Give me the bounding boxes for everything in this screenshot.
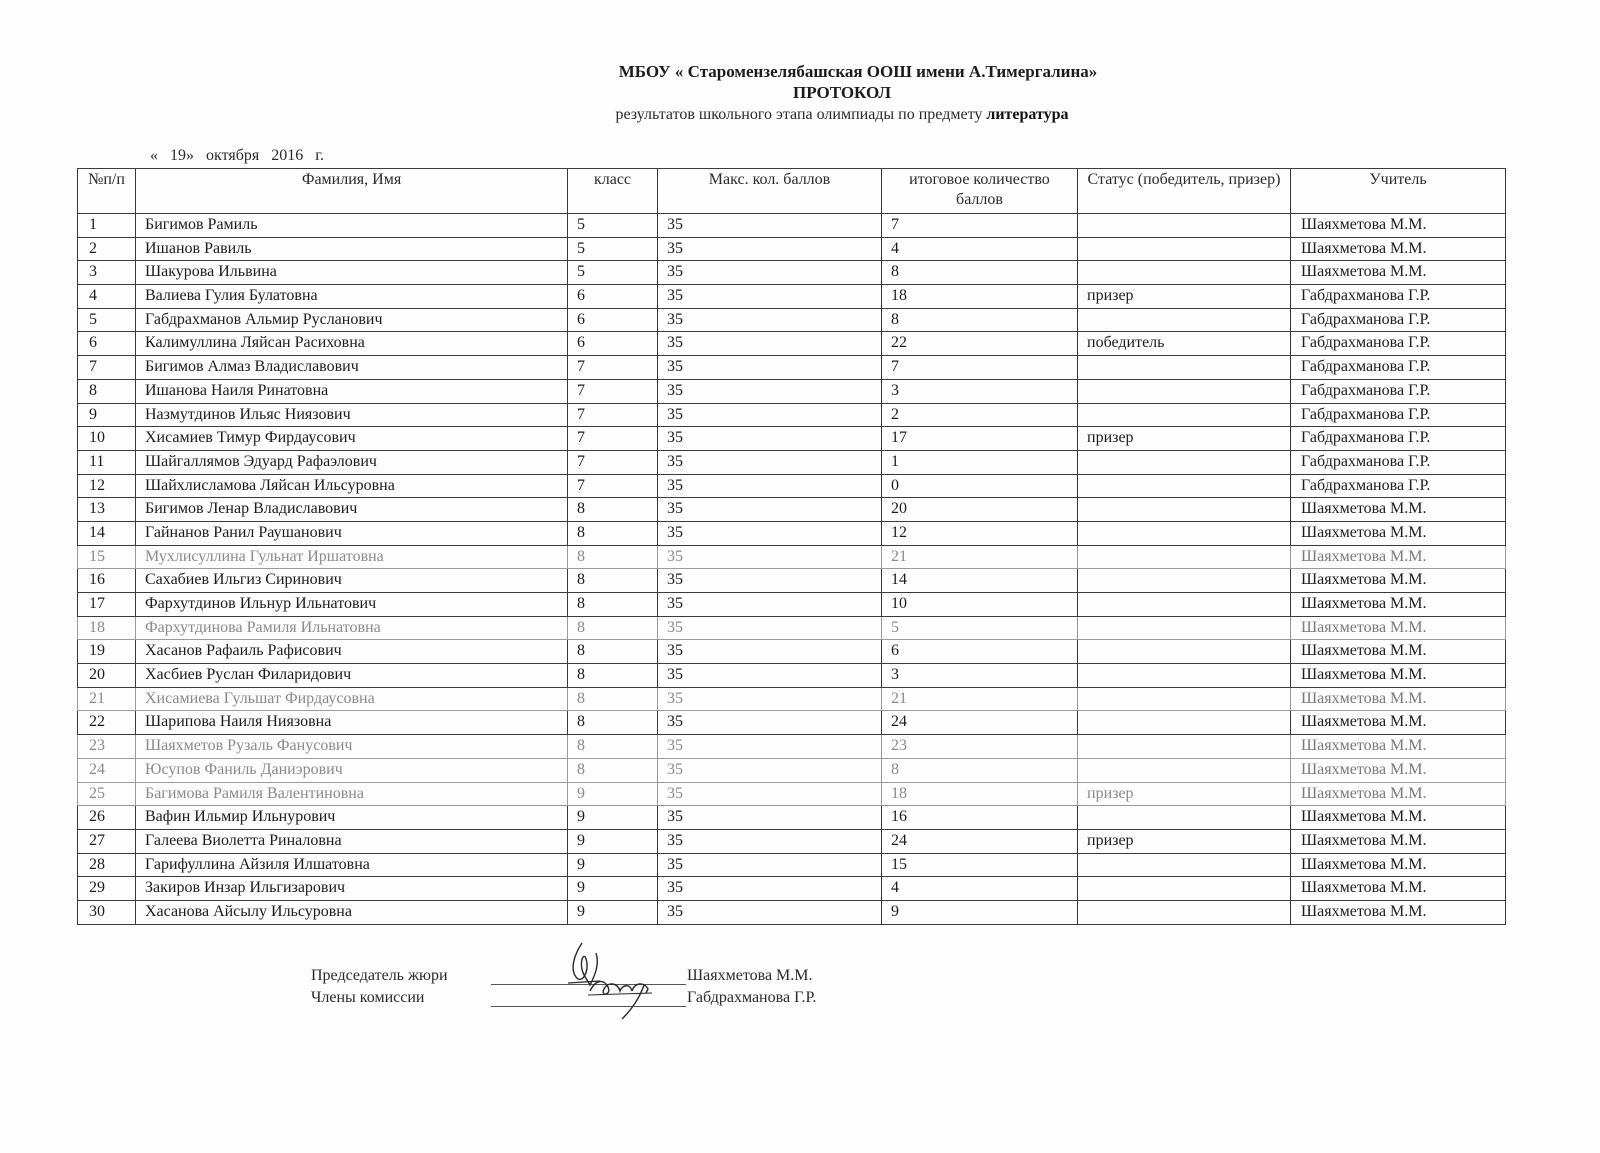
handwritten-signature-icon bbox=[560, 935, 670, 1025]
cell-number: 24 bbox=[78, 758, 136, 782]
cell-status bbox=[1078, 735, 1291, 759]
cell-total-score: 4 bbox=[882, 877, 1078, 901]
table-row bbox=[78, 735, 1506, 759]
signature-name: Габдрахманова Г.Р. bbox=[687, 989, 817, 1006]
cell-total-score: 7 bbox=[882, 356, 1078, 380]
cell-name: Шаяхметов Рузаль Фанусович bbox=[136, 735, 568, 759]
table-row bbox=[78, 877, 1506, 901]
subject-name: литература bbox=[986, 106, 1069, 123]
cell-number: 22 bbox=[78, 711, 136, 735]
cell-number: 1 bbox=[78, 214, 136, 238]
cell-number: 21 bbox=[78, 687, 136, 711]
table-row bbox=[78, 356, 1506, 380]
cell-name: Хасанов Рафаиль Рафисович bbox=[136, 640, 568, 664]
table-row bbox=[78, 379, 1506, 403]
cell-name: Хасанова Айсылу Ильсуровна bbox=[136, 900, 568, 924]
cell-max-score: 35 bbox=[658, 735, 882, 759]
table-row bbox=[78, 545, 1506, 569]
cell-grade: 8 bbox=[568, 664, 658, 688]
cell-teacher: Габдрахманова Г.Р. bbox=[1291, 379, 1506, 403]
table-row bbox=[78, 569, 1506, 593]
table-row bbox=[78, 261, 1506, 285]
cell-status bbox=[1078, 474, 1291, 498]
cell-max-score: 35 bbox=[658, 877, 882, 901]
cell-status bbox=[1078, 593, 1291, 617]
cell-grade: 8 bbox=[568, 521, 658, 545]
cell-grade: 9 bbox=[568, 829, 658, 853]
table-row bbox=[78, 806, 1506, 830]
cell-number: 11 bbox=[78, 450, 136, 474]
table-row bbox=[78, 829, 1506, 853]
cell-total-score: 10 bbox=[882, 593, 1078, 617]
cell-total-score: 20 bbox=[882, 498, 1078, 522]
cell-name: Валиева Гулия Булатовна bbox=[136, 285, 568, 309]
cell-total-score: 24 bbox=[882, 711, 1078, 735]
cell-number: 16 bbox=[78, 569, 136, 593]
cell-teacher: Габдрахманова Г.Р. bbox=[1291, 427, 1506, 451]
cell-grade: 8 bbox=[568, 545, 658, 569]
cell-grade: 7 bbox=[568, 427, 658, 451]
column-header-number: №п/п bbox=[78, 169, 136, 214]
cell-name: Бигимов Алмаз Владиславович bbox=[136, 356, 568, 380]
cell-status bbox=[1078, 498, 1291, 522]
signature-role: Члены комиссии bbox=[311, 989, 425, 1006]
cell-name: Шайгаллямов Эдуард Рафаэлович bbox=[136, 450, 568, 474]
cell-status: призер bbox=[1078, 829, 1291, 853]
cell-status bbox=[1078, 640, 1291, 664]
column-header-status: Статус (победитель, призер) bbox=[1078, 169, 1291, 214]
cell-total-score: 8 bbox=[882, 308, 1078, 332]
cell-max-score: 35 bbox=[658, 379, 882, 403]
cell-total-score: 12 bbox=[882, 521, 1078, 545]
cell-number: 2 bbox=[78, 237, 136, 261]
cell-grade: 9 bbox=[568, 853, 658, 877]
signature-role: Председатель жюри bbox=[311, 967, 448, 984]
table-row bbox=[78, 782, 1506, 806]
cell-teacher: Шаяхметова М.М. bbox=[1291, 593, 1506, 617]
cell-total-score: 6 bbox=[882, 640, 1078, 664]
cell-grade: 5 bbox=[568, 237, 658, 261]
cell-status bbox=[1078, 356, 1291, 380]
cell-grade: 5 bbox=[568, 214, 658, 238]
cell-max-score: 35 bbox=[658, 450, 882, 474]
cell-teacher: Шаяхметова М.М. bbox=[1291, 640, 1506, 664]
cell-max-score: 35 bbox=[658, 829, 882, 853]
cell-grade: 7 bbox=[568, 403, 658, 427]
subtitle-text: результатов школьного этапа олимпиады по предмету bbox=[615, 106, 983, 123]
cell-total-score: 23 bbox=[882, 735, 1078, 759]
cell-max-score: 35 bbox=[658, 758, 882, 782]
cell-total-score: 3 bbox=[882, 664, 1078, 688]
cell-max-score: 35 bbox=[658, 900, 882, 924]
cell-grade: 8 bbox=[568, 758, 658, 782]
column-header-max-score: Макс. кол. баллов bbox=[658, 169, 882, 214]
cell-teacher: Габдрахманова Г.Р. bbox=[1291, 474, 1506, 498]
table-row bbox=[78, 711, 1506, 735]
cell-total-score: 21 bbox=[882, 545, 1078, 569]
cell-status bbox=[1078, 450, 1291, 474]
table-row bbox=[78, 332, 1506, 356]
cell-total-score: 15 bbox=[882, 853, 1078, 877]
column-header-teacher: Учитель bbox=[1291, 169, 1506, 214]
cell-status bbox=[1078, 308, 1291, 332]
cell-number: 8 bbox=[78, 379, 136, 403]
cell-max-score: 35 bbox=[658, 332, 882, 356]
table-row bbox=[78, 450, 1506, 474]
cell-max-score: 35 bbox=[658, 521, 882, 545]
cell-grade: 8 bbox=[568, 711, 658, 735]
table-row bbox=[78, 403, 1506, 427]
table-row bbox=[78, 900, 1506, 924]
cell-grade: 7 bbox=[568, 379, 658, 403]
cell-teacher: Шаяхметова М.М. bbox=[1291, 853, 1506, 877]
cell-teacher: Шаяхметова М.М. bbox=[1291, 664, 1506, 688]
cell-status bbox=[1078, 569, 1291, 593]
cell-total-score: 4 bbox=[882, 237, 1078, 261]
cell-grade: 8 bbox=[568, 640, 658, 664]
cell-max-score: 35 bbox=[658, 593, 882, 617]
cell-number: 13 bbox=[78, 498, 136, 522]
cell-number: 26 bbox=[78, 806, 136, 830]
cell-max-score: 35 bbox=[658, 640, 882, 664]
cell-status bbox=[1078, 214, 1291, 238]
cell-number: 29 bbox=[78, 877, 136, 901]
table-row bbox=[78, 521, 1506, 545]
cell-grade: 5 bbox=[568, 261, 658, 285]
cell-name: Назмутдинов Ильяс Ниязович bbox=[136, 403, 568, 427]
signature-name: Шаяхметова М.М. bbox=[687, 967, 813, 984]
cell-max-score: 35 bbox=[658, 285, 882, 309]
cell-teacher: Шаяхметова М.М. bbox=[1291, 569, 1506, 593]
table-row bbox=[78, 285, 1506, 309]
cell-name: Хасбиев Руслан Филаридович bbox=[136, 664, 568, 688]
cell-max-score: 35 bbox=[658, 687, 882, 711]
cell-number: 20 bbox=[78, 664, 136, 688]
cell-number: 25 bbox=[78, 782, 136, 806]
cell-grade: 8 bbox=[568, 735, 658, 759]
cell-total-score: 5 bbox=[882, 616, 1078, 640]
cell-teacher: Габдрахманова Г.Р. bbox=[1291, 403, 1506, 427]
cell-status bbox=[1078, 877, 1291, 901]
cell-total-score: 2 bbox=[882, 403, 1078, 427]
cell-name: Шарипова Наиля Ниязовна bbox=[136, 711, 568, 735]
cell-name: Гарифуллина Айзиля Илшатовна bbox=[136, 853, 568, 877]
cell-status bbox=[1078, 900, 1291, 924]
cell-teacher: Габдрахманова Г.Р. bbox=[1291, 356, 1506, 380]
cell-total-score: 9 bbox=[882, 900, 1078, 924]
cell-grade: 6 bbox=[568, 285, 658, 309]
cell-teacher: Шаяхметова М.М. bbox=[1291, 545, 1506, 569]
cell-grade: 9 bbox=[568, 877, 658, 901]
cell-grade: 8 bbox=[568, 616, 658, 640]
cell-name: Фархутдинова Рамиля Ильнатовна bbox=[136, 616, 568, 640]
cell-grade: 7 bbox=[568, 356, 658, 380]
cell-total-score: 8 bbox=[882, 261, 1078, 285]
cell-max-score: 35 bbox=[658, 356, 882, 380]
cell-teacher: Шаяхметова М.М. bbox=[1291, 782, 1506, 806]
cell-number: 14 bbox=[78, 521, 136, 545]
cell-total-score: 3 bbox=[882, 379, 1078, 403]
protocol-date: « 19» октября 2016 г. bbox=[150, 147, 324, 164]
cell-name: Вафин Ильмир Ильнурович bbox=[136, 806, 568, 830]
cell-name: Гайнанов Ранил Раушанович bbox=[136, 521, 568, 545]
cell-status bbox=[1078, 379, 1291, 403]
cell-name: Хисамиев Тимур Фирдаусович bbox=[136, 427, 568, 451]
cell-teacher: Габдрахманова Г.Р. bbox=[1291, 285, 1506, 309]
cell-number: 4 bbox=[78, 285, 136, 309]
cell-teacher: Шаяхметова М.М. bbox=[1291, 261, 1506, 285]
cell-grade: 9 bbox=[568, 782, 658, 806]
cell-max-score: 35 bbox=[658, 853, 882, 877]
table-row bbox=[78, 758, 1506, 782]
table-row bbox=[78, 308, 1506, 332]
cell-max-score: 35 bbox=[658, 664, 882, 688]
cell-teacher: Габдрахманова Г.Р. bbox=[1291, 308, 1506, 332]
cell-teacher: Шаяхметова М.М. bbox=[1291, 687, 1506, 711]
cell-grade: 8 bbox=[568, 687, 658, 711]
cell-grade: 6 bbox=[568, 308, 658, 332]
table-row bbox=[78, 237, 1506, 261]
table-row bbox=[78, 474, 1506, 498]
cell-total-score: 21 bbox=[882, 687, 1078, 711]
cell-number: 17 bbox=[78, 593, 136, 617]
cell-grade: 9 bbox=[568, 806, 658, 830]
cell-status bbox=[1078, 521, 1291, 545]
cell-name: Закиров Инзар Ильгизарович bbox=[136, 877, 568, 901]
cell-total-score: 8 bbox=[882, 758, 1078, 782]
cell-max-score: 35 bbox=[658, 806, 882, 830]
cell-teacher: Шаяхметова М.М. bbox=[1291, 877, 1506, 901]
cell-number: 18 bbox=[78, 616, 136, 640]
cell-number: 10 bbox=[78, 427, 136, 451]
cell-max-score: 35 bbox=[658, 237, 882, 261]
cell-grade: 6 bbox=[568, 332, 658, 356]
cell-name: Шайхлисламова Ляйсан Ильсуровна bbox=[136, 474, 568, 498]
cell-max-score: 35 bbox=[658, 403, 882, 427]
cell-teacher: Шаяхметова М.М. bbox=[1291, 711, 1506, 735]
cell-number: 27 bbox=[78, 829, 136, 853]
table-row bbox=[78, 214, 1506, 238]
cell-max-score: 35 bbox=[658, 616, 882, 640]
cell-status: призер bbox=[1078, 285, 1291, 309]
cell-max-score: 35 bbox=[658, 261, 882, 285]
cell-name: Мухлисуллина Гульнат Иршатовна bbox=[136, 545, 568, 569]
cell-number: 30 bbox=[78, 900, 136, 924]
cell-grade: 8 bbox=[568, 569, 658, 593]
cell-grade: 7 bbox=[568, 474, 658, 498]
cell-total-score: 18 bbox=[882, 782, 1078, 806]
table-row bbox=[78, 664, 1506, 688]
cell-max-score: 35 bbox=[658, 474, 882, 498]
cell-max-score: 35 bbox=[658, 569, 882, 593]
cell-total-score: 1 bbox=[882, 450, 1078, 474]
cell-max-score: 35 bbox=[658, 711, 882, 735]
cell-status bbox=[1078, 403, 1291, 427]
cell-number: 7 bbox=[78, 356, 136, 380]
cell-teacher: Шаяхметова М.М. bbox=[1291, 237, 1506, 261]
cell-teacher: Шаяхметова М.М. bbox=[1291, 900, 1506, 924]
cell-name: Багимова Рамиля Валентиновна bbox=[136, 782, 568, 806]
table-row bbox=[78, 853, 1506, 877]
results-table-body bbox=[78, 214, 1506, 925]
cell-name: Бигимов Рамиль bbox=[136, 214, 568, 238]
cell-status: призер bbox=[1078, 782, 1291, 806]
cell-name: Бигимов Ленар Владиславович bbox=[136, 498, 568, 522]
cell-max-score: 35 bbox=[658, 308, 882, 332]
cell-max-score: 35 bbox=[658, 545, 882, 569]
cell-teacher: Шаяхметова М.М. bbox=[1291, 829, 1506, 853]
cell-teacher: Шаяхметова М.М. bbox=[1291, 758, 1506, 782]
cell-max-score: 35 bbox=[658, 214, 882, 238]
cell-max-score: 35 bbox=[658, 782, 882, 806]
table-row bbox=[78, 687, 1506, 711]
school-title: МБОУ « Старомензелябашская ООШ имени А.Тимергалина» bbox=[618, 62, 1098, 81]
cell-name: Ишанова Наиля Ринатовна bbox=[136, 379, 568, 403]
cell-status bbox=[1078, 853, 1291, 877]
cell-total-score: 18 bbox=[882, 285, 1078, 309]
cell-number: 6 bbox=[78, 332, 136, 356]
cell-name: Юсупов Фаниль Даниэрович bbox=[136, 758, 568, 782]
cell-number: 3 bbox=[78, 261, 136, 285]
column-header-name: Фамилия, Имя bbox=[136, 169, 568, 214]
cell-grade: 9 bbox=[568, 900, 658, 924]
cell-teacher: Шаяхметова М.М. bbox=[1291, 498, 1506, 522]
cell-status bbox=[1078, 237, 1291, 261]
cell-teacher: Шаяхметова М.М. bbox=[1291, 214, 1506, 238]
cell-status bbox=[1078, 261, 1291, 285]
cell-teacher: Шаяхметова М.М. bbox=[1291, 735, 1506, 759]
cell-total-score: 16 bbox=[882, 806, 1078, 830]
cell-total-score: 7 bbox=[882, 214, 1078, 238]
column-header-grade: класс bbox=[568, 169, 658, 214]
cell-teacher: Шаяхметова М.М. bbox=[1291, 521, 1506, 545]
cell-name: Габдрахманов Альмир Русланович bbox=[136, 308, 568, 332]
cell-status bbox=[1078, 616, 1291, 640]
cell-total-score: 24 bbox=[882, 829, 1078, 853]
cell-status bbox=[1078, 664, 1291, 688]
cell-name: Хисамиева Гульшат Фирдаусовна bbox=[136, 687, 568, 711]
table-row bbox=[78, 427, 1506, 451]
cell-grade: 8 bbox=[568, 498, 658, 522]
cell-number: 15 bbox=[78, 545, 136, 569]
table-row bbox=[78, 593, 1506, 617]
protocol-subtitle bbox=[42, 106, 1600, 124]
cell-status: призер bbox=[1078, 427, 1291, 451]
cell-status bbox=[1078, 758, 1291, 782]
protocol-title: ПРОТОКОЛ bbox=[792, 83, 891, 102]
cell-number: 9 bbox=[78, 403, 136, 427]
table-row bbox=[78, 498, 1506, 522]
cell-name: Сахабиев Ильгиз Сиринович bbox=[136, 569, 568, 593]
cell-name: Фархутдинов Ильнур Ильнатович bbox=[136, 593, 568, 617]
column-header-total-score: итоговое количество баллов bbox=[882, 169, 1078, 214]
cell-name: Галеева Виолетта Риналовна bbox=[136, 829, 568, 853]
cell-grade: 8 bbox=[568, 593, 658, 617]
cell-number: 12 bbox=[78, 474, 136, 498]
table-row bbox=[78, 640, 1506, 664]
cell-name: Ишанов Равиль bbox=[136, 237, 568, 261]
cell-status bbox=[1078, 806, 1291, 830]
cell-status bbox=[1078, 711, 1291, 735]
cell-status bbox=[1078, 545, 1291, 569]
table-header-row bbox=[78, 169, 1506, 214]
cell-total-score: 22 bbox=[882, 332, 1078, 356]
cell-teacher: Габдрахманова Г.Р. bbox=[1291, 332, 1506, 356]
cell-teacher: Габдрахманова Г.Р. bbox=[1291, 450, 1506, 474]
cell-name: Калимуллина Ляйсан Расиховна bbox=[136, 332, 568, 356]
cell-status bbox=[1078, 687, 1291, 711]
cell-teacher: Шаяхметова М.М. bbox=[1291, 806, 1506, 830]
cell-number: 19 bbox=[78, 640, 136, 664]
table-row bbox=[78, 616, 1506, 640]
cell-number: 5 bbox=[78, 308, 136, 332]
results-table bbox=[77, 168, 1506, 925]
cell-status: победитель bbox=[1078, 332, 1291, 356]
cell-teacher: Шаяхметова М.М. bbox=[1291, 616, 1506, 640]
cell-number: 23 bbox=[78, 735, 136, 759]
cell-total-score: 0 bbox=[882, 474, 1078, 498]
cell-total-score: 17 bbox=[882, 427, 1078, 451]
cell-name: Шакурова Ильвина bbox=[136, 261, 568, 285]
cell-grade: 7 bbox=[568, 450, 658, 474]
cell-total-score: 14 bbox=[882, 569, 1078, 593]
cell-number: 28 bbox=[78, 853, 136, 877]
cell-max-score: 35 bbox=[658, 427, 882, 451]
cell-max-score: 35 bbox=[658, 498, 882, 522]
